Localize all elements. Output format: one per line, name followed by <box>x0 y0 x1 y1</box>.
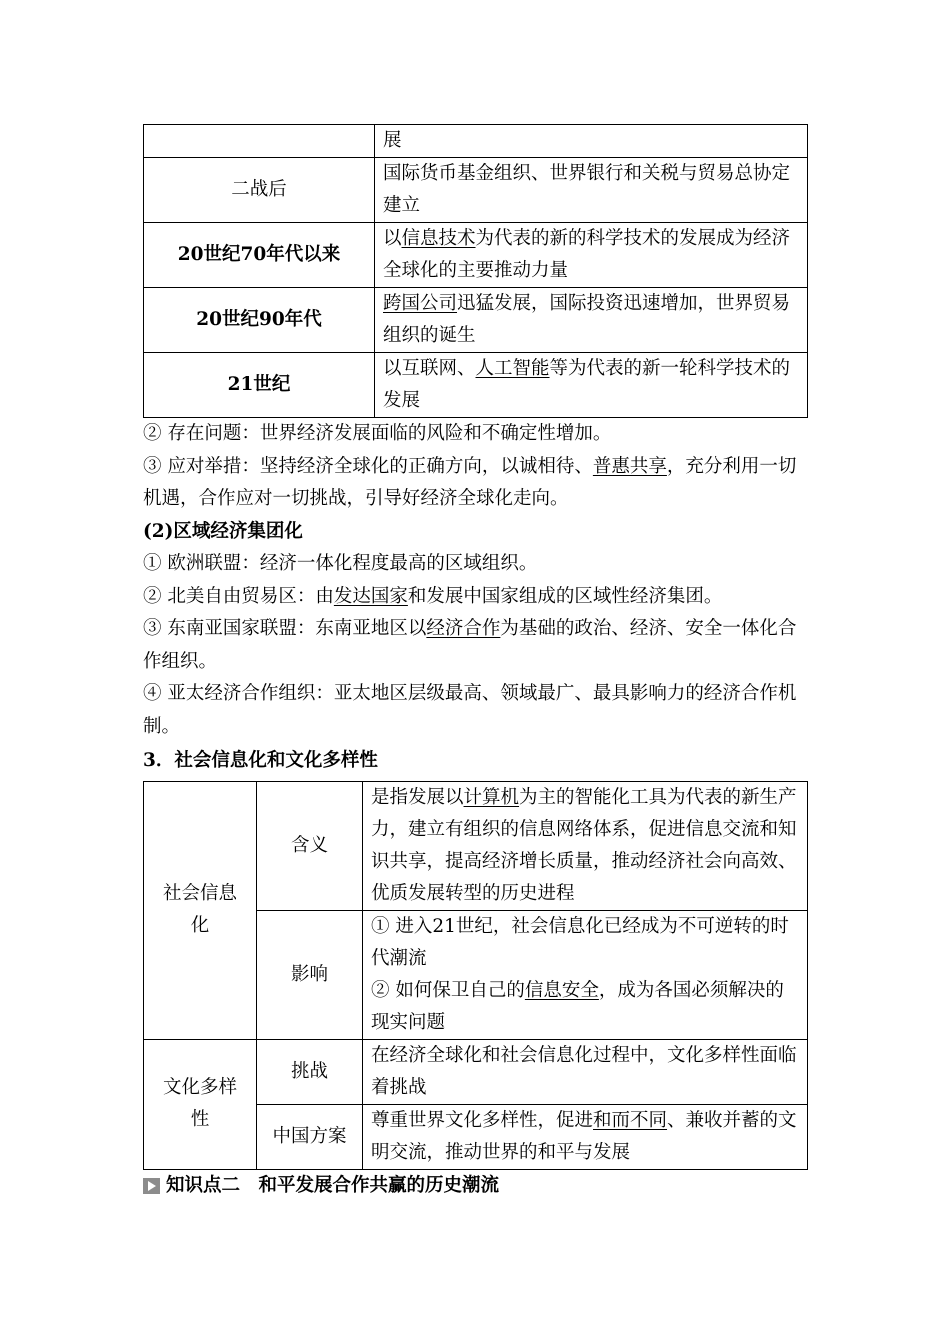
table-row <box>144 781 808 910</box>
key-term: 信息安全 <box>524 979 599 1001</box>
paragraph-asean: ③ 东南亚国家联盟：东南亚地区以经济合作为基础的政治、经济、安全一体化合作组织。 <box>143 618 797 672</box>
period-cell: 20世纪90年代 <box>144 288 375 353</box>
group-cell: 文化多样性 <box>144 1039 257 1169</box>
paragraph-apec: ④ 亚太经济合作组织：亚太地区层级最高、领域最广、最具影响力的经济合作机制。 <box>143 683 797 737</box>
paragraph-eu: ① 欧洲联盟：经济一体化程度最高的区域组织。 <box>143 553 538 574</box>
paragraph-nafta: ② 北美自由贸易区：由发达国家和发展中国家组成的区域性经济集团。 <box>143 585 723 607</box>
paragraph-problems: ② 存在问题：世界经济发展面临的风险和不确定性增加。 <box>143 423 612 444</box>
document-page <box>143 124 807 1200</box>
label-cell: 影响 <box>257 910 363 1039</box>
key-term: 信息技术 <box>401 228 476 249</box>
subheading-regional: (2)区域经济集团化 <box>143 520 303 542</box>
table-row <box>144 353 808 418</box>
event-cell: 国际货币基金组织、世界银行和关税与贸易总协定建立 <box>375 158 808 223</box>
table-row <box>144 158 808 223</box>
period-cell: 二战后 <box>144 158 375 223</box>
informatization-culture-table <box>143 781 808 1170</box>
event-cell: 以信息技术为代表的新的科学技术的发展成为经济全球化的主要推动力量 <box>375 223 808 288</box>
label-cell: 含义 <box>257 781 363 910</box>
paragraph-measures: ③ 应对举措：坚持经济全球化的正确方向，以诚相待、普惠共享，充分利用一切机遇，合作应对一切挑战，引导好经济全球化走向。 <box>143 455 797 509</box>
period-cell <box>144 125 375 158</box>
content-cell: ① 进入21世纪，社会信息化已经成为不可逆转的时代潮流 ② 如何保卫自己的信息安全，成为各国必须解决的现实问题 <box>363 910 808 1039</box>
globalization-timeline-table <box>143 124 808 418</box>
event-cell: 以互联网、人工智能等为代表的新一轮科学技术的发展 <box>375 353 808 418</box>
group-cell: 社会信息化 <box>144 781 257 1039</box>
table-row <box>144 288 808 353</box>
key-term: 经济合作 <box>426 618 501 639</box>
content-cell: 是指发展以计算机为主的智能化工具为代表的新生产力，建立有组织的信息网络体系，促进信息交流和知识共享，提高经济增长质量，推动经济社会向高效、优质发展转型的历史进程 <box>363 781 808 910</box>
key-term: 发达国家 <box>333 585 408 607</box>
section-heading: 3．社会信息化和文化多样性 <box>143 750 378 771</box>
key-term: 普惠共享 <box>592 455 667 477</box>
table-row <box>144 125 808 158</box>
period-cell: 21世纪 <box>144 353 375 418</box>
key-term: 人工智能 <box>475 358 550 379</box>
period-cell: 20世纪70年代以来 <box>144 223 375 288</box>
label-cell: 中国方案 <box>257 1104 363 1169</box>
content-cell: 尊重世界文化多样性，促进和而不同、兼收并蓄的文明交流，推动世界的和平与发展 <box>363 1104 808 1169</box>
table-row <box>144 1039 808 1104</box>
event-cell: 跨国公司迅猛发展，国际投资迅速增加，世界贸易组织的诞生 <box>375 288 808 353</box>
label-cell: 挑战 <box>257 1039 363 1104</box>
table-row <box>144 223 808 288</box>
knowledge-point-heading: 知识点二 和平发展合作共赢的历史潮流 <box>143 1172 807 1200</box>
key-term: 跨国公司 <box>383 293 458 314</box>
play-icon <box>143 1178 160 1194</box>
key-term: 计算机 <box>463 786 520 808</box>
key-term: 和而不同 <box>593 1109 668 1131</box>
content-cell: 在经济全球化和社会信息化过程中，文化多样性面临着挑战 <box>363 1039 808 1104</box>
event-cell: 展 <box>375 125 808 158</box>
